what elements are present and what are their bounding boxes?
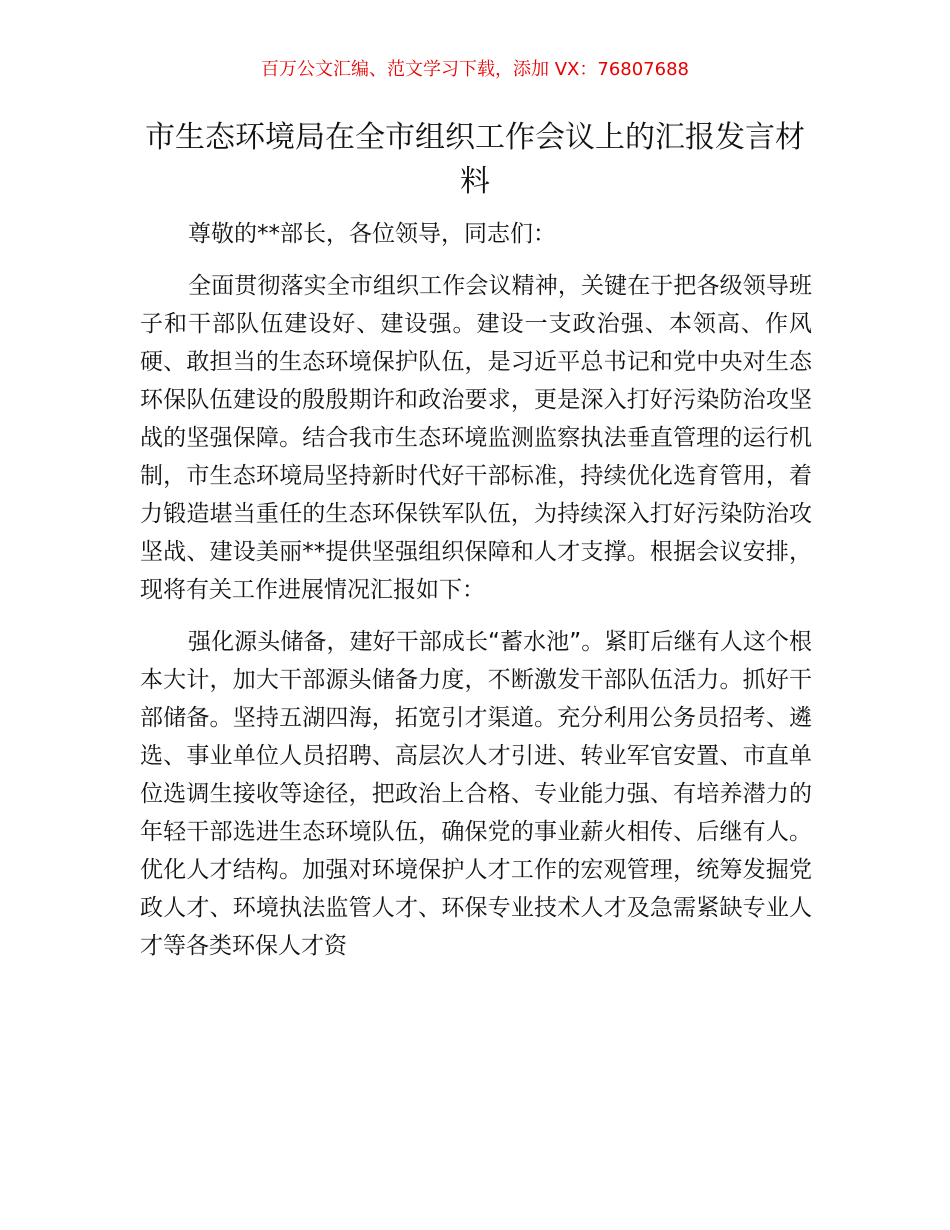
paragraph-intro: 全面贯彻落实全市组织工作会议精神，关键在于把各级领导班子和干部队伍建设好、建设强。建设一支政治强、本领高、作风硬、敢担当的生态环境保护队伍，是习近平总书记和党中央对生态环保队伍建设的殷殷期许和政治要求，更是深入打好污染防治攻坚战的坚强保障。结合我市生态环境监测监察执法垂直管理的运行机制，市生态环境局坚持新时代好干部标准，持续优化选育管用，着力锻造堪当重任的生态环保铁军队伍，为持续深入打好污染防治攻坚战、建设美丽**提供坚强组织保障和人才支撑。根据会议安排，现将有关工作进展情况汇报如下： <box>140 273 812 603</box>
header-banner: 百万公文汇编、范文学习下载，添加 VX：76807688 <box>261 59 689 80</box>
paragraph-source-reserve: 强化源头储备，建好干部成长“蓄水池”。紧盯后继有人这个根本大计，加大干部源头储备力度，不断激发干部队伍活力。抓好干部储备。坚持五湖四海，拓宽引才渠道。充分利用公务员招考、遴选、事业单位人员招聘、高层次人才引进、转业军官安置、市直单位选调生接收等途径，把政治上合格、专业能力强、有培养潜力的年轻干部选进生态环境队伍，确保党的事业薪火相传、后继有人。优化人才结构。加强对环境保护人才工作的宏观管理，统筹发掘党政人才、环境执法监管人才、环保专业技术人才及急需紧缺专业人才等各类环保人才资 <box>140 629 812 959</box>
document-title: 市生态环境局在全市组织工作会议上的汇报发言材料 <box>145 120 805 199</box>
document-body <box>140 215 812 965</box>
salutation: 尊敬的**部长，各位领导，同志们： <box>188 221 556 247</box>
